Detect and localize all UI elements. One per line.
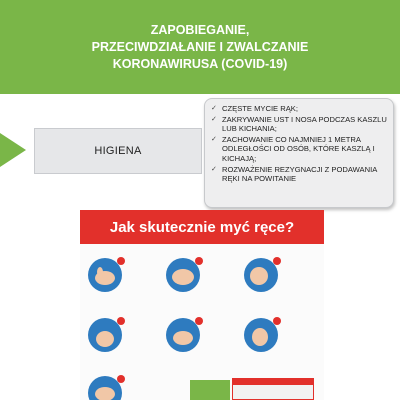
step-number-badge xyxy=(117,317,125,325)
header-line-2: PRZECIWDZIAŁANIE I ZWALCZANIE xyxy=(91,39,309,54)
step-number-badge xyxy=(273,257,281,265)
poster-banner xyxy=(80,210,324,244)
poster-title: Jak skutecznie myć ręce? xyxy=(109,218,295,236)
measures-list xyxy=(211,104,389,184)
step-number-badge xyxy=(195,257,203,265)
category-box xyxy=(34,128,202,174)
measure-item: ✓ ZAKRYWANIE UST I NOSA PODCZAS KASZLU LUB KICHANIA; xyxy=(211,115,389,134)
header-line-3: KORONAWIRUSA (COVID-19) xyxy=(112,56,288,71)
handwashing-poster xyxy=(80,210,324,400)
diagram-header xyxy=(233,379,313,385)
measure-item: ✓ CZĘSTE MYCIE RĄK; xyxy=(211,104,389,114)
step-number-badge xyxy=(273,317,281,325)
step-number-badge xyxy=(195,317,203,325)
measure-item: ✓ ZACHOWANIE CO NAJMNIEJ 1 METRA ODLEGŁOŚCI OD OSÓB, KTÓRE KASZLĄ I KICHAJĄ; xyxy=(211,135,389,164)
header-line-1: ZAPOBIEGANIE, xyxy=(150,22,250,37)
step-number-badge xyxy=(117,257,125,265)
hands-diagram-box xyxy=(232,378,314,400)
timer-badge xyxy=(190,380,230,400)
measures-box xyxy=(204,98,394,208)
header-banner xyxy=(0,0,400,94)
step-number-badge xyxy=(117,375,125,383)
category-label: HIGIENA xyxy=(94,145,142,157)
arrow-icon xyxy=(0,133,26,167)
measure-item: ✓ ROZWAŻENIE REZYGNACJI Z PODAWANIA RĘKI NA POWITANIE xyxy=(211,165,389,184)
